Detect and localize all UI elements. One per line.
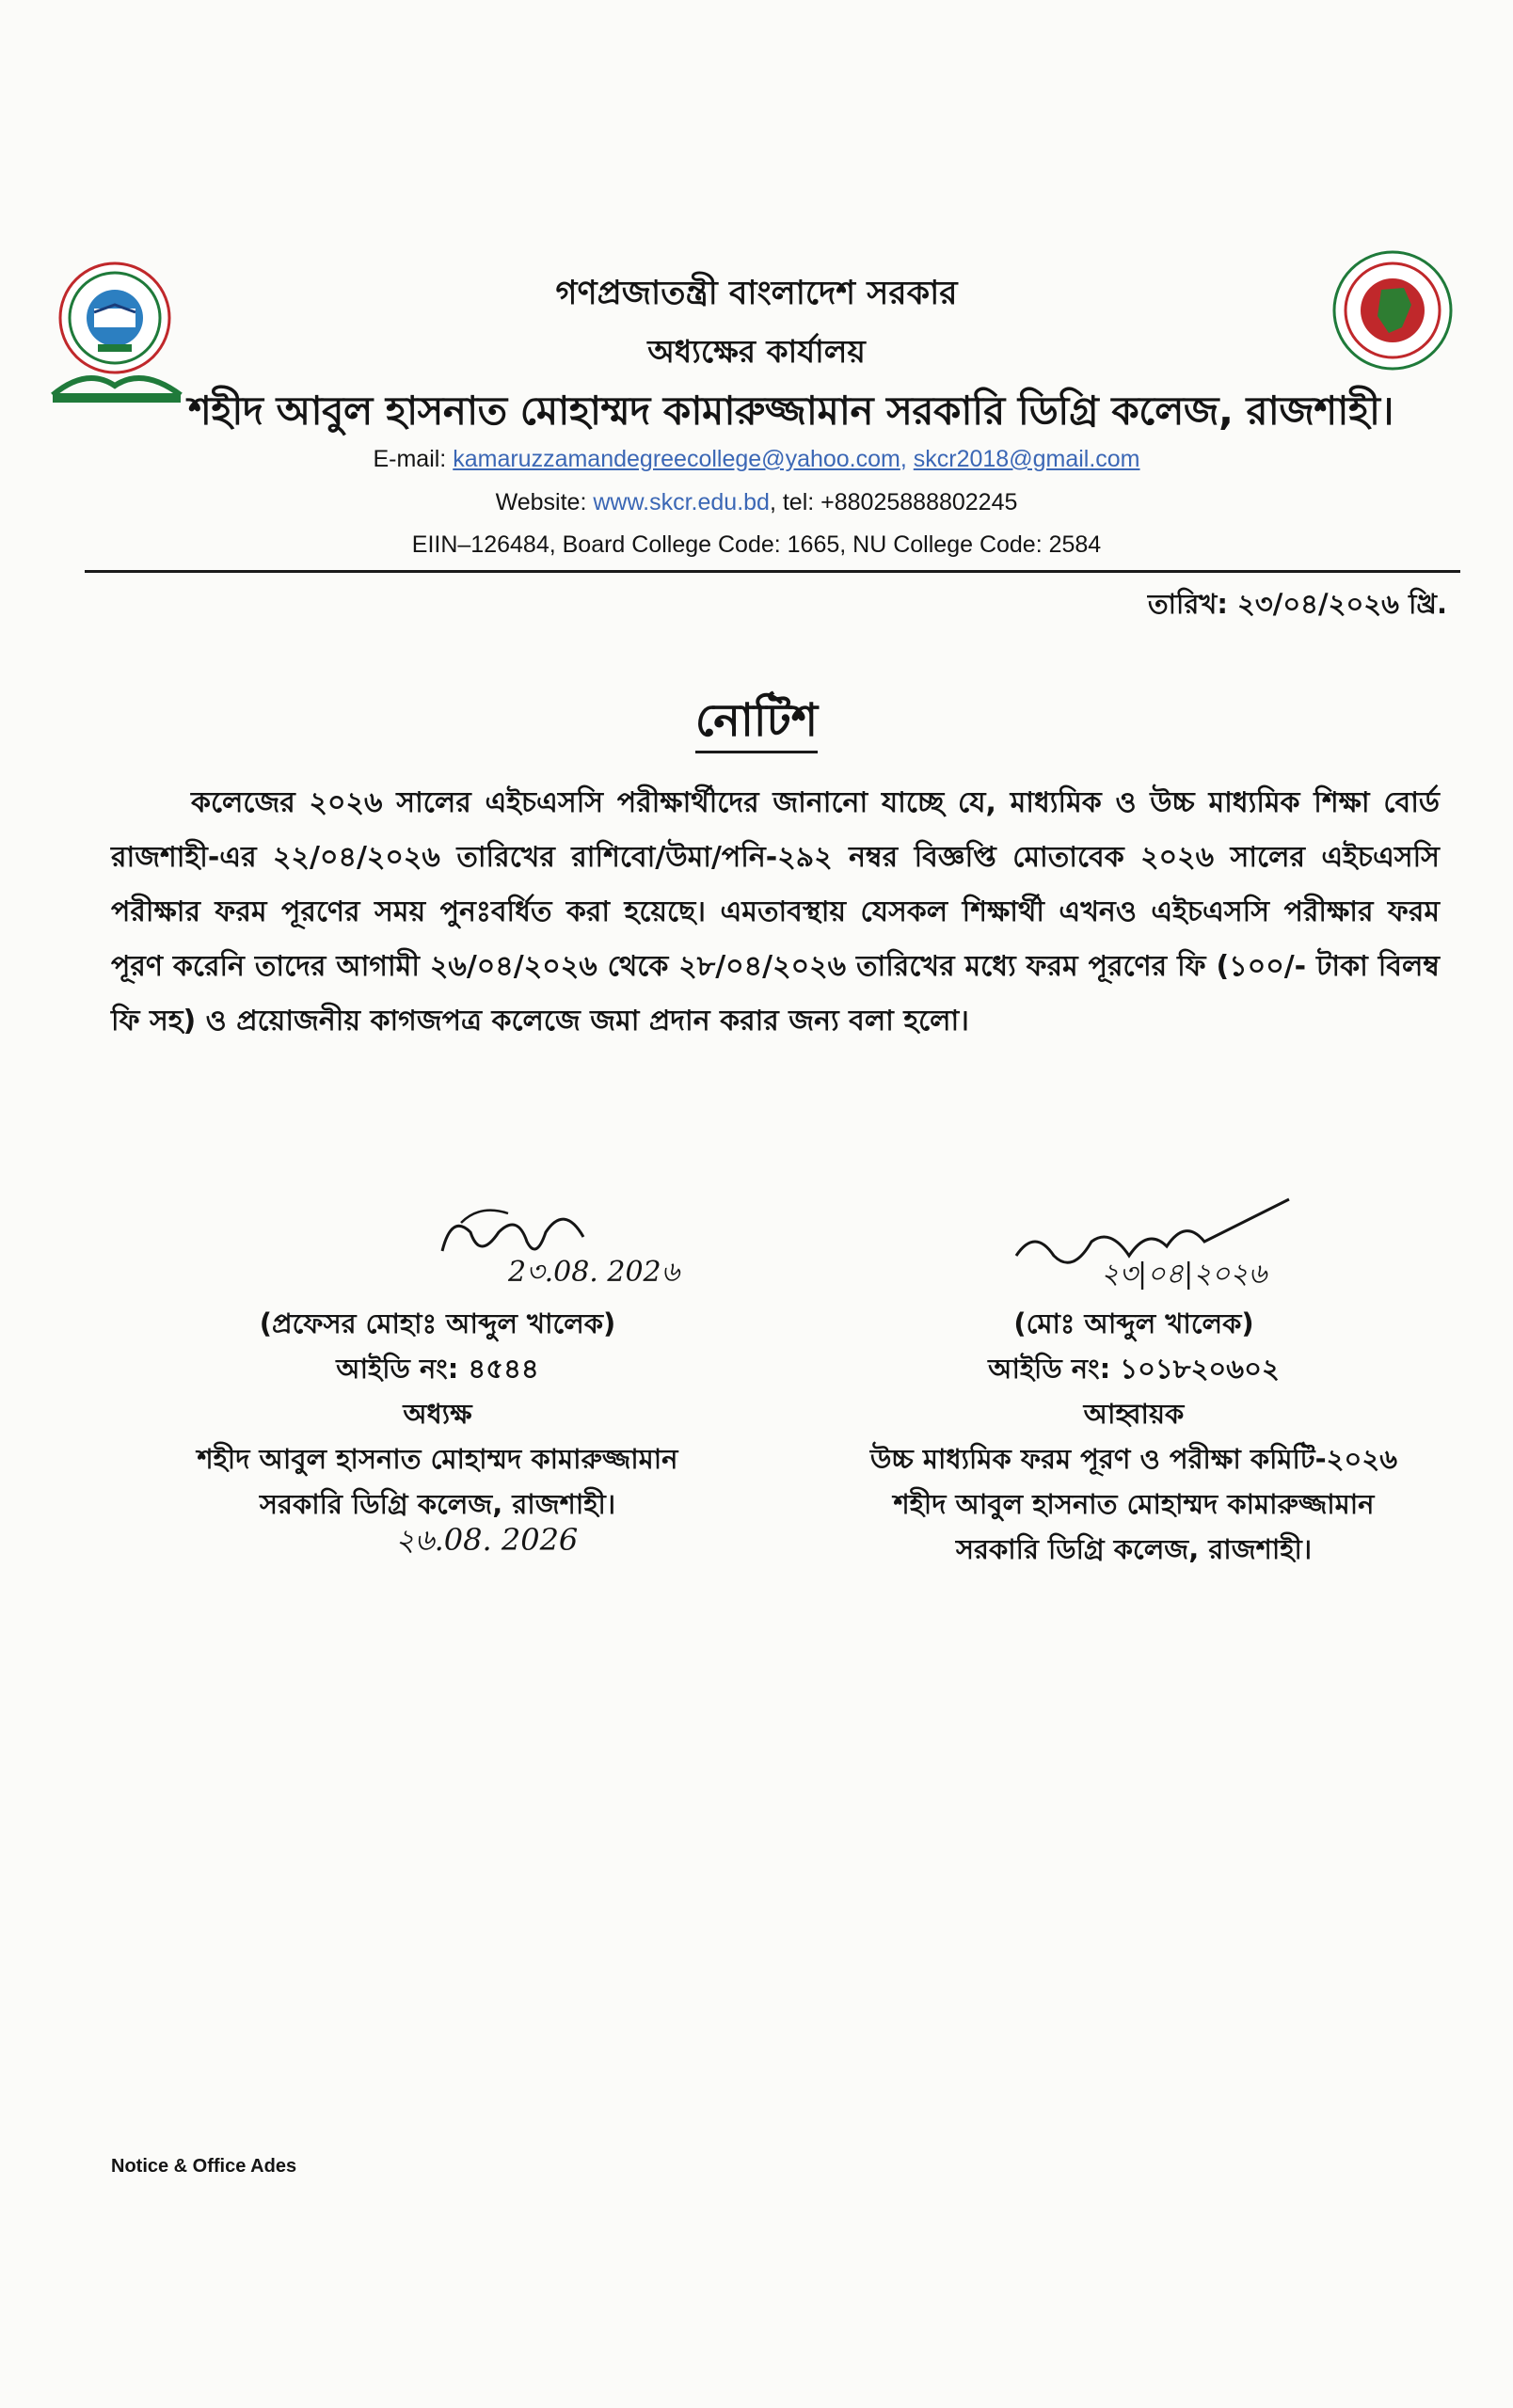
website-link[interactable]: www.skcr.edu.bd [593, 489, 770, 515]
principal-institution-line-2: সরকারি ডিগ্রি কলেজ, রাজশাহী। [259, 1488, 616, 1520]
institution-codes: EIIN–126484, Board College Code: 1665, NU College Code: 2584 [411, 531, 1102, 558]
forwarding-note-date: ২৬.08. 2026 [395, 1522, 579, 1558]
office-heading: অধ্যক্ষের কার্যালয় [647, 333, 866, 370]
email-label: E-mail: [373, 446, 447, 472]
notice-date: তারিখ: ২৩/০৪/২০২৬ খ্রি. [1147, 588, 1447, 620]
principal-designation: অধ্যক্ষ [403, 1398, 472, 1430]
email-link-yahoo[interactable]: kamaruzzamandegreecollege@yahoo.com [453, 446, 900, 472]
convener-designation: আহ্বায়ক [1083, 1398, 1185, 1430]
convener-signature-date: ২৩|০৪|২০২৬ [1101, 1258, 1267, 1291]
government-heading: গণপ্রজাতন্ত্রী বাংলাদেশ সরকার [555, 275, 958, 312]
convener-id: আইডি নং: ১০১৮২০৬০২ [988, 1353, 1280, 1385]
principal-institution-line-1: শহীদ আবুল হাসনাত মোহাম্মদ কামারুজ্জামান [197, 1443, 678, 1475]
convener-committee: উচ্চ মাধ্যমিক ফরম পূরণ ও পরীক্ষা কমিটি-২০২৬ [869, 1443, 1398, 1475]
email-separator: , [900, 446, 907, 472]
convener-name: (মোঃ আব্দুল খালেক) [1013, 1307, 1254, 1339]
notice-title-text: নোটিশ [695, 694, 818, 753]
website-label: Website: [495, 489, 587, 515]
email-line [0, 446, 1513, 473]
telephone: , tel: +88025888802245 [769, 489, 1018, 515]
college-name: শহীদ আবুল হাসনাত মোহাম্মদ কামারুজ্জামান সরকারি ডিগ্রি কলেজ, রাজশাহী। [188, 388, 1394, 434]
email-link-gmail[interactable]: skcr2018@gmail.com [913, 446, 1140, 472]
convener-institution-line-2: সরকারি ডিগ্রি কলেজ, রাজশাহী। [955, 1533, 1313, 1565]
header-divider [85, 570, 1460, 573]
principal-signature-date: 2৩.08. 202৬ [508, 1256, 680, 1289]
principal-id: আইডি নং: ৪৫৪৪ [336, 1353, 539, 1385]
convener-institution-line-1: শহীদ আবুল হাসনাত মোহাম্মদ কামারুজ্জামান [893, 1488, 1375, 1520]
notice-title [0, 687, 1513, 761]
notice-body: কলেজের ২০২৬ সালের এইচএসসি পরীক্ষার্থীদের জানানো যাচ্ছে যে, মাধ্যমিক ও উচ্চ মাধ্যমিক শিক্ষা বোর্ড রাজশাহী-এর ২২/০৪/২০২৬ তারিখের রাশিবো/উমা/পনি-২৯২ নম্বর বিজ্ঞপ্তি মোতাবেক ২০২৬ সালের এইচএসসি পরীক্ষার ফরম পূরণের সময় পুনঃবর্ধিত করা হয়েছে। এমতাবস্থায় যেসকল শিক্ষার্থী এখনও এইচএসসি পরীক্ষার ফরম পূরণ করেনি তাদের আগামী ২৬/০৪/২০২৬ থেকে ২৮/০৪/২০২৬ তারিখের মধ্যে ফরম পূরণের ফি (১০০/- টাকা বিলম্ব ফি সহ) ও প্রয়োজনীয় কাগজপত্র কলেজে জমা প্রদান করার জন্য বলা হলো। [111, 786, 1440, 1038]
principal-name: (প্রফেসর মোহাঃ আব্দুল খালেক) [259, 1307, 616, 1339]
principal-block [174, 1301, 701, 1527]
footer-note: Notice & Office Ades [111, 2156, 297, 2177]
website-line [0, 489, 1513, 516]
convener-block [828, 1301, 1440, 1572]
